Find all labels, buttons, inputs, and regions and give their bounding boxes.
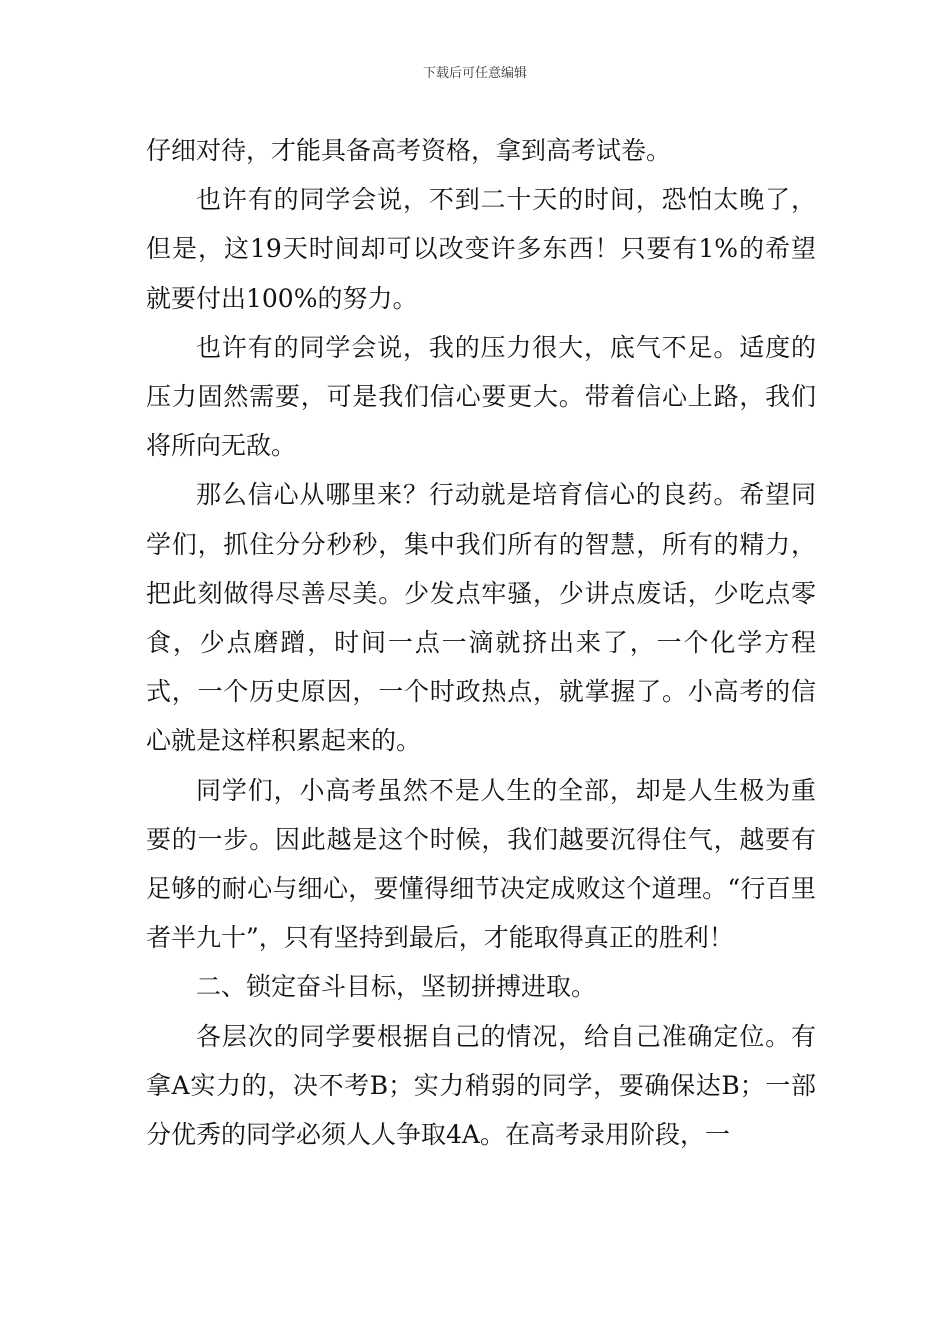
section-heading: 二、锁定奋斗目标，坚韧拼搏进取。 xyxy=(196,972,597,1002)
paragraph-1: 仔细对待，才能具备高考资格，拿到高考试卷。 xyxy=(146,136,672,165)
document-body xyxy=(146,126,816,1159)
paragraph-3: 也许有的同学会说，我的压力很大，底气不足。适度的压力固然需要，可是我们信心要更大。带着信心上路，我们将所向无敌。 xyxy=(146,332,816,461)
page-header: 下载后可任意编辑 xyxy=(422,66,527,81)
paragraph-2: 也许有的同学会说，不到二十天的时间，恐怕太晚了，但是，这19天时间却可以改变许多东西！只要有1%的希望就要付出100%的努力。 xyxy=(146,185,816,313)
paragraph-4: 那么信心从哪里来？行动就是培育信心的良药。希望同学们，抓住分分秒秒，集中我们所有的智慧，所有的精力，把此刻做得尽善尽美。少发点牢骚，少讲点废话，少吃点零食，少点磨蹭，时间一点一滴就挤出来了，一个化学方程式，一个历史原因，一个时政热点，就掌握了。小高考的信心就是这样积累起来的。 xyxy=(146,480,816,756)
paragraph-5: 同学们，小高考虽然不是人生的全部，却是人生极为重要的一步。因此越是这个时候，我们越要沉得住气，越要有足够的耐心与细心，要懂得细节决定成败这个道理。“行百里者半九十”，只有坚持到最后，才能取得真正的胜利！ xyxy=(146,775,816,953)
paragraph-6: 各层次的同学要根据自己的情况，给自己准确定位。有拿A实力的，决不考B；实力稍弱的同学，要确保达B；一部分优秀的同学必须人人争取4A。在高考录用阶段，一 xyxy=(146,1021,816,1150)
